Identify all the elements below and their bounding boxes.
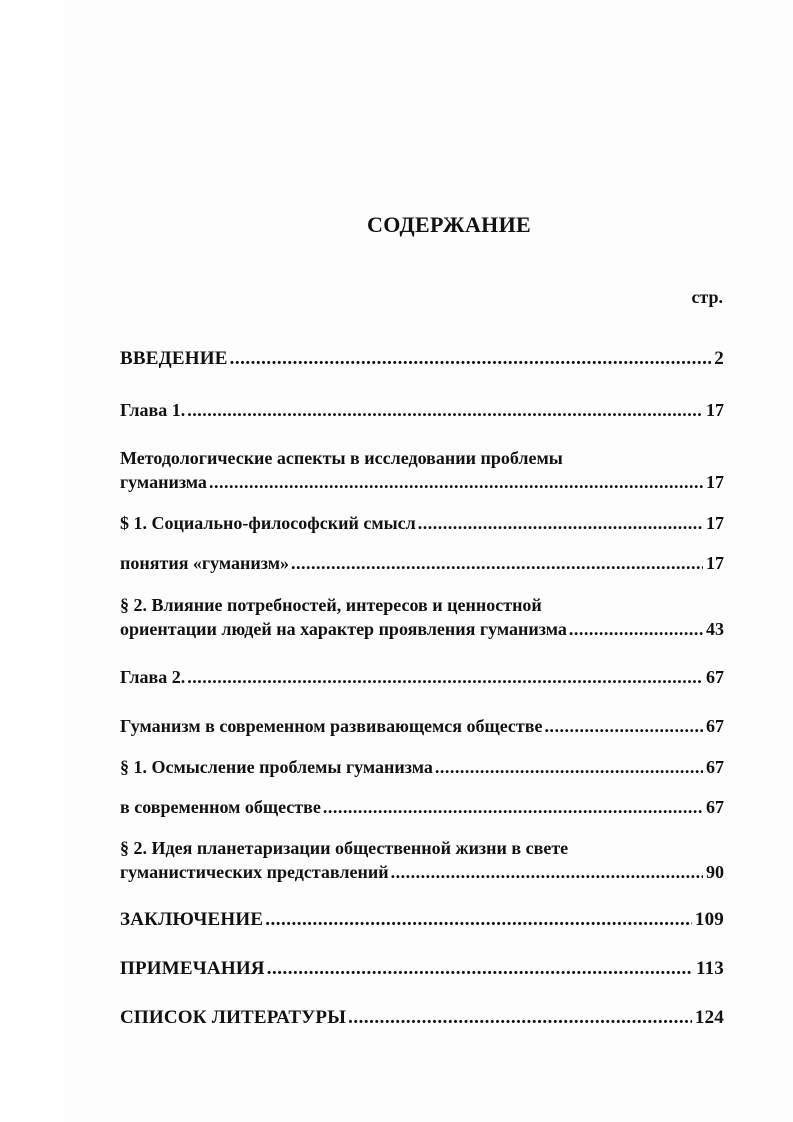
toc-entry-text: $ 1. Социально-философский смысл bbox=[120, 513, 416, 533]
toc-entry-page: 113 bbox=[695, 958, 724, 979]
toc-entry-text: ориентации людей на характер проявления гуманизма bbox=[120, 619, 567, 639]
toc-entry-text: гуманистических представлений bbox=[120, 862, 389, 882]
toc-entry-text: § 1. Осмысление проблемы гуманизма bbox=[120, 757, 433, 777]
toc-entry-section-2-1[interactable] bbox=[120, 755, 724, 779]
dot-leader bbox=[291, 551, 703, 575]
toc-entry-page: 109 bbox=[694, 909, 724, 930]
toc-entry-text-line1: Методологические аспекты в исследовании проблемы bbox=[120, 448, 563, 468]
toc-entry-references[interactable] bbox=[120, 1006, 724, 1030]
toc-entry-section-1-1[interactable] bbox=[120, 511, 724, 535]
toc-entry-chapter-2[interactable] bbox=[120, 665, 724, 689]
dot-leader bbox=[435, 755, 703, 779]
dot-leader bbox=[544, 714, 703, 738]
dot-leader bbox=[209, 470, 703, 494]
dot-leader bbox=[230, 347, 712, 371]
toc-entry-text-line1: § 2. Влияние потребностей, интересов и ценностной bbox=[120, 595, 542, 615]
toc-entry-text: в современном обществе bbox=[120, 797, 321, 817]
toc-entry-page: 67 bbox=[706, 716, 724, 736]
scan-margin bbox=[0, 0, 64, 1122]
dot-leader bbox=[187, 398, 703, 422]
toc-entry-page: 67 bbox=[706, 667, 724, 687]
toc-entry-chapter-2-title[interactable] bbox=[120, 714, 724, 738]
dot-leader bbox=[323, 795, 703, 819]
toc-entry-conclusion[interactable] bbox=[120, 908, 724, 932]
toc-entry-page: 67 bbox=[706, 757, 724, 777]
toc-entry-page: 17 bbox=[706, 513, 724, 533]
toc-entry-text: понятия «гуманизм» bbox=[120, 553, 289, 573]
toc-entry-page: 17 bbox=[706, 400, 724, 420]
toc-entry-page: 43 bbox=[706, 619, 724, 639]
toc-entry-page: 90 bbox=[706, 862, 724, 882]
toc-entry-text: СПИСОК ЛИТЕРАТУРЫ bbox=[120, 1007, 347, 1028]
toc-entry-text: Глава 1. bbox=[120, 400, 186, 420]
toc-entry-page: 124 bbox=[694, 1007, 724, 1028]
toc-entry-page: 17 bbox=[706, 472, 724, 492]
dot-leader bbox=[391, 860, 703, 884]
toc-entry-section-2-1-cont[interactable] bbox=[120, 795, 724, 819]
page-column-label: стр. bbox=[691, 287, 723, 307]
dot-leader bbox=[267, 957, 693, 981]
toc-entry-page: 67 bbox=[706, 797, 724, 817]
toc-entry-section-2-2[interactable] bbox=[120, 836, 724, 884]
dot-leader bbox=[265, 908, 692, 932]
dot-leader bbox=[348, 1006, 692, 1030]
dot-leader bbox=[569, 617, 703, 641]
toc-entry-section-1-1-cont[interactable] bbox=[120, 551, 724, 575]
toc-entry-page: 17 bbox=[706, 553, 724, 573]
dot-leader bbox=[418, 511, 703, 535]
toc-entry-text: ВВЕДЕНИЕ bbox=[120, 348, 228, 369]
toc-entry-text: Гуманизм в современном развивающемся обществе bbox=[120, 716, 543, 736]
toc-entry-chapter-1-title[interactable] bbox=[120, 446, 724, 494]
toc-entry-notes[interactable] bbox=[120, 957, 724, 981]
dot-leader bbox=[187, 665, 703, 689]
toc-entry-introduction[interactable] bbox=[120, 347, 724, 371]
toc-entry-text: гуманизма bbox=[120, 472, 207, 492]
toc-entry-text: ПРИМЕЧАНИЯ bbox=[120, 958, 265, 979]
toc-entry-chapter-1[interactable] bbox=[120, 398, 724, 422]
toc-entry-text: Глава 2. bbox=[120, 667, 186, 687]
toc-entry-section-1-2[interactable] bbox=[120, 593, 724, 641]
toc-entry-text: ЗАКЛЮЧЕНИЕ bbox=[120, 909, 264, 930]
toc-entry-page: 2 bbox=[714, 348, 724, 369]
page-title: СОДЕРЖАНИЕ bbox=[367, 212, 531, 237]
toc-entry-text-line1: § 2. Идея планетаризации общественной жизни в свете bbox=[120, 838, 569, 858]
